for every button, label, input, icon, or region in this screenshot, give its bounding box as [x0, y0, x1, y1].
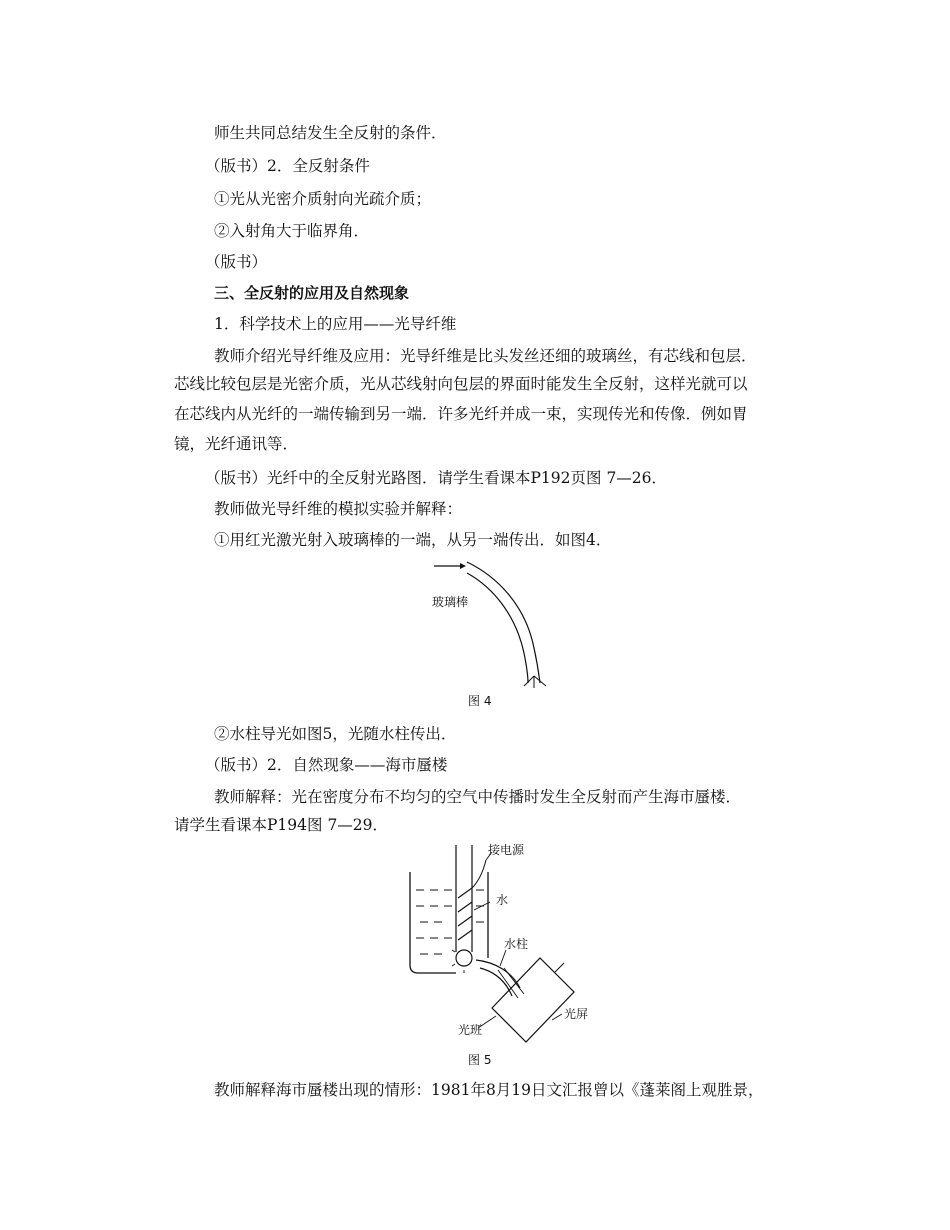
- paragraph-line: ②入射角大于临界角．: [214, 222, 370, 240]
- rod-edge: [467, 573, 528, 683]
- paragraph-line: ①光从光密介质射向光疏介质；: [214, 190, 432, 208]
- figure-caption: 图 4: [468, 694, 492, 708]
- paragraph-line: （版书）2．全反射条件: [205, 157, 370, 175]
- paragraph-line: 师生共同总结发生全反射的条件．: [214, 124, 447, 142]
- power-wire: [472, 860, 486, 888]
- paragraph-line: 教师解释海市蜃楼出现的情形：1981年8月19日文汇报曾以《蓬莱阁上观胜景，: [214, 1081, 764, 1099]
- figure-caption: 图 5: [468, 1053, 492, 1067]
- exit-ray: [524, 676, 534, 686]
- water-lines: [416, 890, 484, 954]
- container-wall: [410, 872, 456, 973]
- water-column: [476, 960, 520, 988]
- paragraph-line: 镜，光纤通讯等．: [174, 435, 299, 453]
- section-heading: 三、全反射的应用及自然现象: [214, 284, 410, 302]
- leader-line: [500, 950, 506, 966]
- paragraph-line: 在芯线内从光纤的一端传输到另一端．许多光纤并成一束，实现传光和传像．例如胃: [174, 405, 748, 423]
- arrow-head-icon: [460, 563, 466, 569]
- screen-stand: [555, 963, 564, 972]
- figure-5: [400, 840, 610, 1075]
- screen-label: 光屏: [564, 1007, 589, 1021]
- glass-rod-label: 玻璃棒: [432, 595, 469, 609]
- figure-4: [420, 558, 570, 713]
- paragraph-line: （版书）光纤中的全反射光路图．请学生看课本P192页图 7—26．: [205, 469, 668, 487]
- paragraph-line: ①用红光激光射入玻璃棒的一端，从另一端传出．如图4．: [214, 531, 612, 549]
- water-column-diagram: [400, 840, 610, 1075]
- lamp-icon: [456, 950, 472, 966]
- subsection-title: 1．科学技术上的应用——光导纤维: [214, 315, 457, 333]
- power-wire: [458, 888, 472, 940]
- paragraph-line: 请学生看课本P194图 7—29．: [174, 816, 389, 834]
- paragraph-line: 教师解释：光在密度分布不均匀的空气中传播时发生全反射而产生海市蜃楼．: [214, 788, 742, 806]
- light-spot-label: 光班: [458, 1023, 483, 1037]
- paragraph-line: （版书）: [205, 253, 268, 271]
- paragraph-line: 教师介绍光导纤维及应用：光导纤维是比头发丝还细的玻璃丝，有芯线和包层．: [214, 347, 757, 365]
- water-label: 水: [496, 893, 509, 907]
- paragraph-line: （版书）2．自然现象——海市蜃楼: [205, 756, 448, 774]
- glass-rod-diagram: [420, 558, 570, 713]
- paragraph-line: 芯线比较包层是光密介质，光从芯线射向包层的界面时能发生全反射，这样光就可以: [174, 375, 748, 393]
- power-label: 接电源: [488, 843, 525, 857]
- paragraph-line: 教师做光导纤维的模拟实验并解释：: [214, 500, 463, 518]
- water-column-label: 水柱: [504, 937, 529, 951]
- paragraph-line: ②水柱导光如图5，光随水柱传出．: [214, 725, 457, 743]
- exit-ray: [534, 676, 546, 686]
- leader-line: [552, 1014, 562, 1020]
